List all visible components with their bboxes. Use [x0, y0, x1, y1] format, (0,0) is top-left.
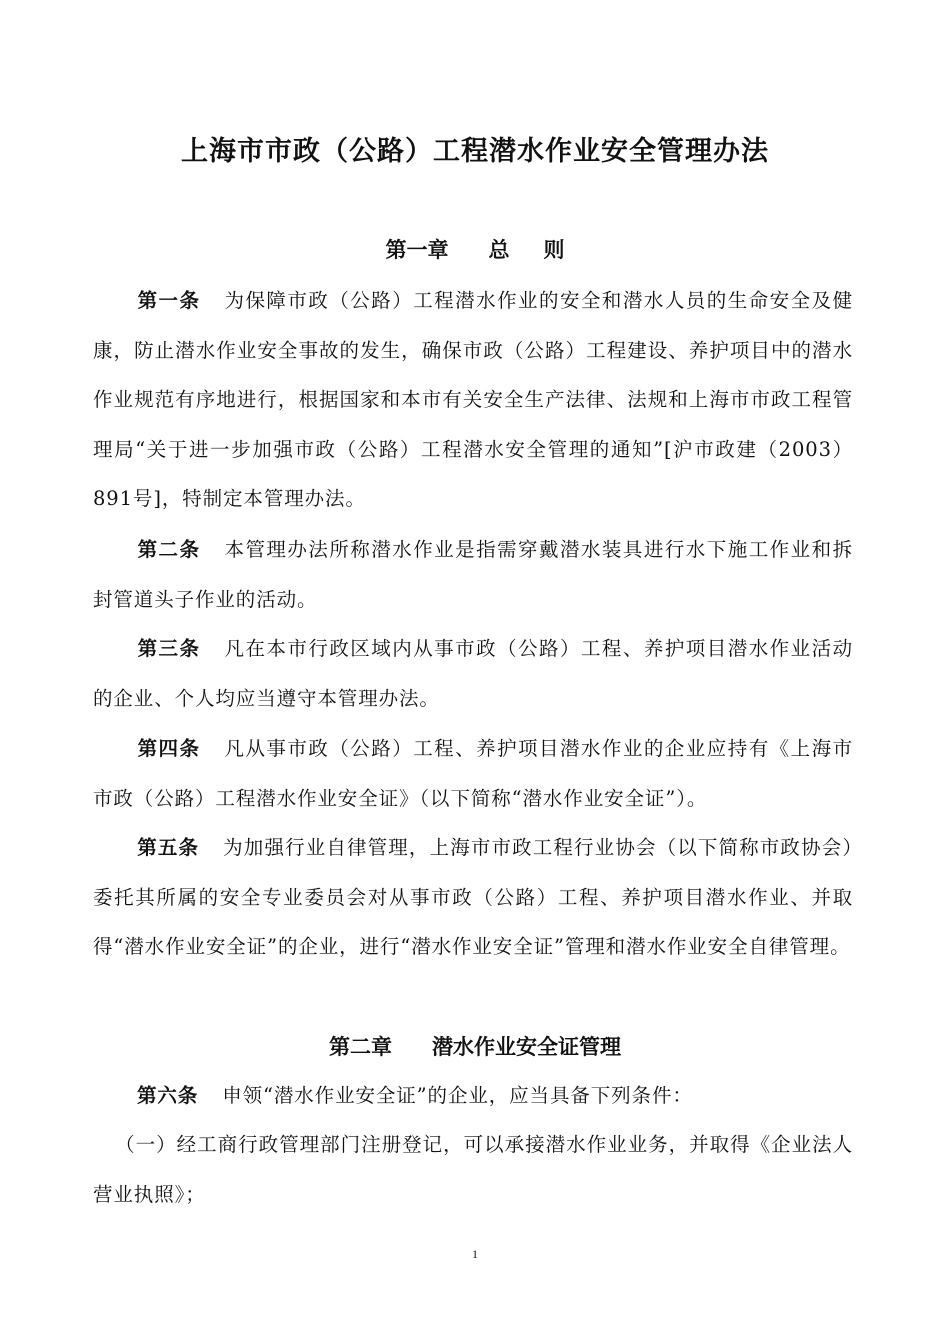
article-6-item-1	[93, 1120, 853, 1219]
article-text: 凡在本市行政区域内从事市政（公路）工程、养护项目潜水作业活动的企业、个人均应当遵守本管理办法。	[93, 637, 853, 710]
page-number: 1	[472, 1247, 478, 1261]
document-title: 上海市市政（公路）工程潜水作业安全管理办法	[181, 136, 769, 167]
article-6	[93, 1071, 853, 1121]
chapter-2-heading	[0, 1030, 950, 1064]
item-text: （一）经工商行政管理部门注册登记，可以承接潜水作业业务，并取得《企业法人营业执照》；	[93, 1133, 853, 1206]
article-2	[93, 525, 853, 624]
article-text: 本管理办法所称潜水作业是指需穿戴潜水装具进行水下施工作业和拆封管道头子作业的活动。	[93, 538, 853, 611]
article-5	[93, 823, 853, 972]
article-label: 第一条	[137, 289, 201, 312]
article-text: 为加强行业自律管理，上海市市政工程行业协会（以下简称市政协会）委托其所属的安全专业委员会对从事市政（公路）工程、养护项目潜水作业、并取得“潜水作业安全证”的企业，进行“潜水作业安全证”管理和潜水作业安全自律管理。	[93, 836, 854, 958]
chapter-1-name-a: 总	[488, 237, 510, 262]
article-text: 为保障市政（公路）工程潜水作业的安全和潜水人员的生命安全及健康，防止潜水作业安全事故的发生，确保市政（公路）工程建设、养护项目中的潜水作业规范有序地进行，根据国家和本市有关安全生产法律、法规和上海市市政工程管理局“关于进一步加强市政（公路）工程潜水安全管理的通知”[沪市政建（2003）891号]，特制定本管理办法。	[93, 289, 853, 510]
article-label: 第四条	[137, 737, 201, 760]
chapter-2-name: 潜水作业安全证管理	[432, 1034, 621, 1059]
article-1	[93, 276, 853, 524]
article-text: 申领“潜水作业安全证”的企业，应当具备下列条件：	[222, 1084, 693, 1107]
chapter-1-heading	[0, 233, 950, 267]
article-text: 凡从事市政（公路）工程、养护项目潜水作业的企业应持有《上海市市政（公路）工程潜水作业安全证》（以下简称“潜水作业安全证”）。	[93, 737, 853, 810]
chapter-2-prefix: 第二章	[329, 1034, 392, 1059]
article-label: 第三条	[137, 637, 201, 660]
article-3	[93, 624, 853, 723]
chapter-1-name-b: 则	[543, 237, 565, 262]
article-label: 第五条	[137, 836, 200, 859]
article-label: 第二条	[137, 538, 201, 561]
article-4	[93, 724, 853, 823]
article-label: 第六条	[137, 1084, 199, 1107]
chapter-1-prefix: 第一章	[385, 237, 449, 262]
